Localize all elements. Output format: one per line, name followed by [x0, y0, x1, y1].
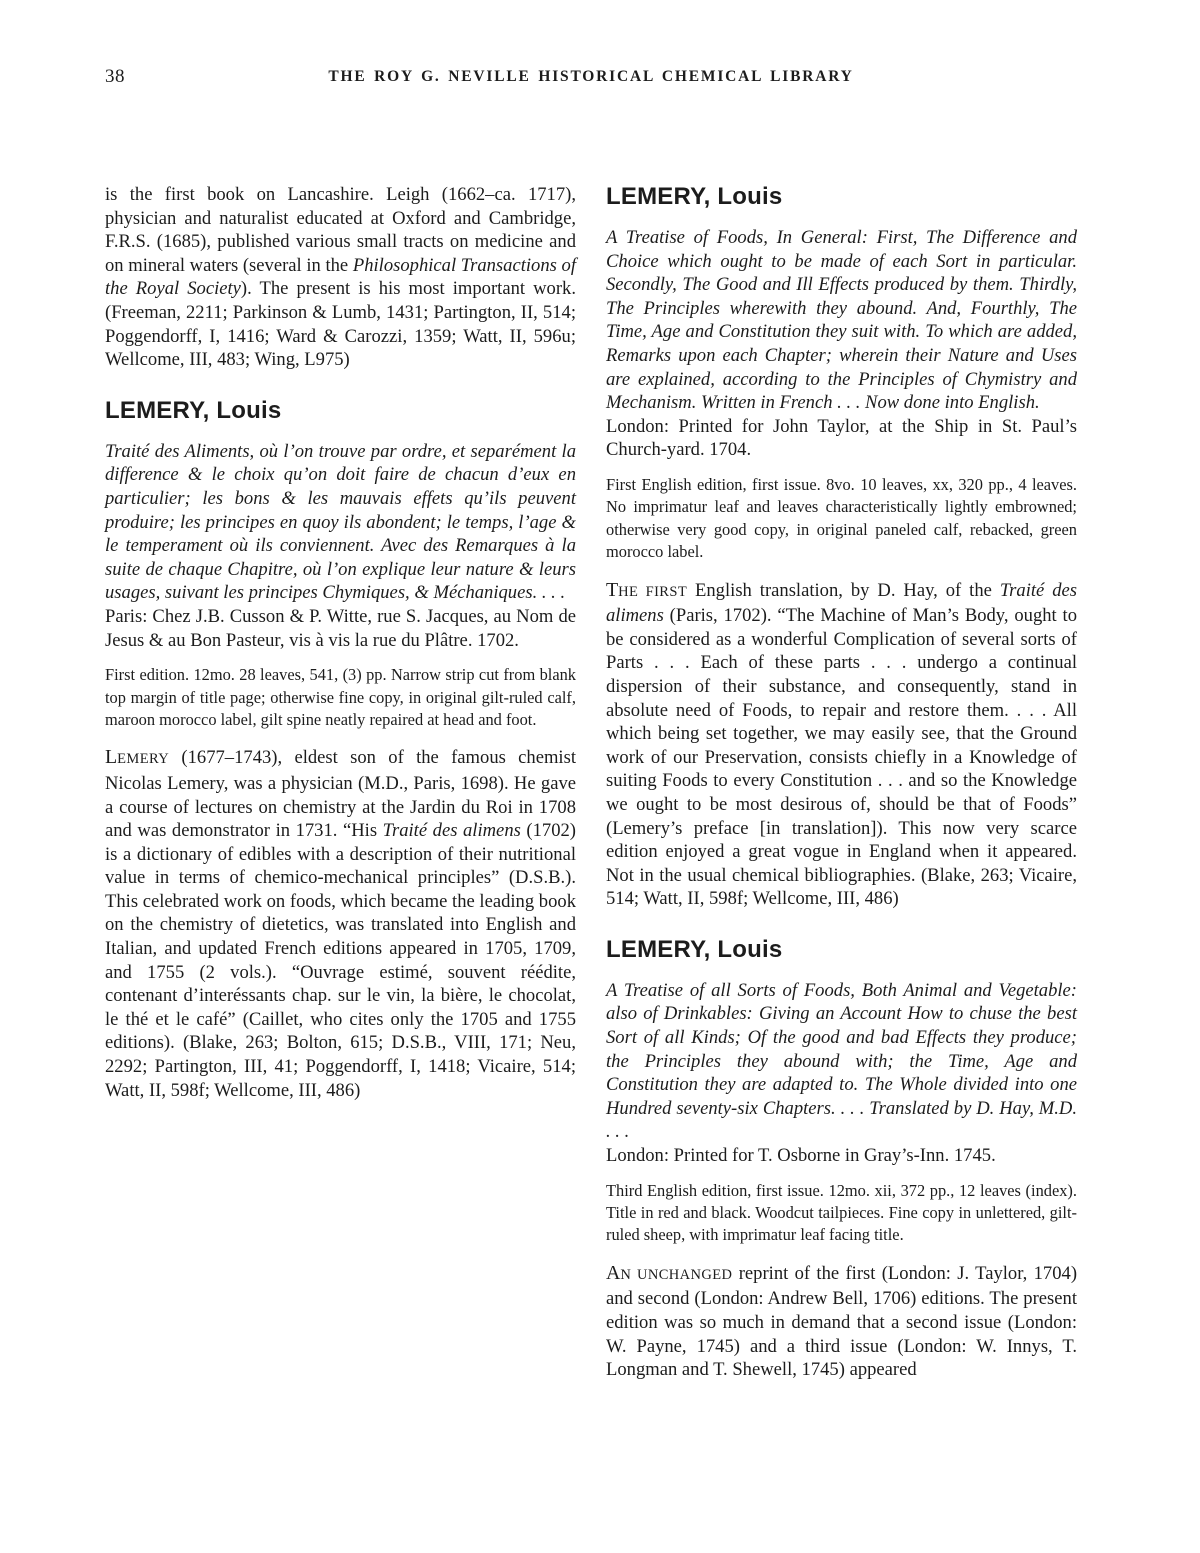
- page-header: [105, 66, 1077, 92]
- entry-note-1745: AN UNCHANGED reprint of the first (London: J. Taylor, 1704) and second (London: Andrew Bell, 1706) editions. The present edition was so much in demand that a second issue (London: W. Payne, 1745) and a third issue (London: W. Innys, T. Longman and T. Shewell, 1745) appeared: [606, 1261, 1078, 1381]
- entry-collation-1745: Third English edition, first issue. 12mo. xii, 372 pp., 12 leaves (index). Title in red and black. Woodcut tailpieces. Fine copy in unlettered, gilt-ruled sheep, with imprimatur leaf facing title.: [606, 1180, 1077, 1245]
- entry-note-1704: THE FIRST English translation, by D. Hay, of the Traité des alimens (Paris, 1702). “The Machine of Man’s Body, ought to be considered as a wonderful Complication of several sorts of Parts . . . Each of these parts . . . undergo a continual dispersion of their substance, and consequently, stand in absolute need of Foods, to repair and restore them. . . . All which being set together, we may easily see, that the Ground work of our Preservation, consists chiefly in a Knowledge of suiting Foods to every Constitution . . . and so the Knowledge we ought to be most desirous of, should be that of Foods” (Lemery’s preface [in translation]). This now very scarce edition enjoyed a great vogue in England when it appeared. Not in the usual chemical bibliographies. (Blake, 263; Vicaire, 514; Watt, II, 598f; Wellcome, III, 486): [606, 578, 1077, 910]
- entry-heading-lemery-1704: LEMERY, Louis: [606, 183, 783, 210]
- entry-heading-lemery-1745: LEMERY, Louis: [606, 935, 783, 963]
- running-title: THE ROY G. NEVILLE HISTORICAL CHEMICAL LIBRARY: [328, 68, 854, 85]
- entry-title-1704: A Treatise of Foods, In General: First, The Difference and Choice which ought to be made of each Sort in particular. Secondly, The Good and Ill Effects produced by them. Thirdly, The Principles wherewith they abound. And, Fourthly, The Time, Age and Constitution they suit with. To which are added, Remarks upon each Chapter; wherein their Nature and Uses are explained, according to the Principles of Chymistry and Mechanism. Written in French . . . Now done into English.: [606, 227, 1077, 414]
- entry-collation-1702: First edition. 12mo. 28 leaves, 541, (3) pp. Narrow strip cut from blank top margin of title page; otherwise fine copy, in original gilt-ruled calf, maroon morocco label, gilt spine neatly repaired at head and foot.: [105, 665, 576, 729]
- entry-imprint-1702: Paris: Chez J.B. Cusson & P. Witte, rue S. Jacques, au Nom de Jesus & au Bon Pasteur, vis à vis la rue du Plâtre. 1702.: [105, 605, 576, 651]
- entry-title-1702: Traité des Aliments, où l’on trouve par ordre, et separément la difference & le choix qu’on doit faire de chacun d’eux en particulier; les bons & les mauvais effets qu’ils peuvent produire; les principes en quoy ils abondent; le temps, l’age & le temperament où ils conviennent. Avec des Remarques à la suite de chaque Chapitre, où l’on explique leur nature & leurs usages, suivant les principes Chymiques, & Méchaniques. . . .: [105, 440, 576, 604]
- right-column: [606, 183, 1077, 1382]
- two-column-text-block: [105, 183, 1077, 1382]
- entry-imprint-1704: London: Printed for John Taylor, at the Ship in St. Paul’s Church-yard. 1704.: [606, 415, 1077, 461]
- entry-heading-lemery-1702: LEMERY, Louis: [105, 396, 282, 424]
- continuation-paragraph: is the first book on Lancashire. Leigh (1662–ca. 1717), physician and naturalist educated at Oxford and Cambridge, F.R.S. (1685), published various small tracts on medicine and on mineral waters (several in the Philosophical Transactions of the Royal Society). The present is his most important work. (Freeman, 2211; Parkinson & Lumb, 1431; Partington, II, 514; Poggendorff, I, 1416; Ward & Carozzi, 1359; Watt, II, 596u; Wellcome, III, 483; Wing, L975): [105, 184, 576, 371]
- page-number: 38: [105, 66, 125, 87]
- entry-imprint-1745: London: Printed for T. Osborne in Gray’s-Inn. 1745.: [606, 1145, 996, 1167]
- entry-title-1745: A Treatise of all Sorts of Foods, Both Animal and Vegetable: also of Drinkables: Giving an Account How to chuse the best Sort of all Kinds; Of the good and bad Effects they produce; the Principles they abound with; the Time, Age and Constitution they are adapted to. The Whole divided into one Hundred seventy-six Chapters. . . . Translated by D. Hay, M.D. . . .: [606, 979, 1077, 1143]
- left-column: [105, 183, 576, 1382]
- entry-note-1702: LEMERY (1677–1743), eldest son of the famous chemist Nicolas Lemery, was a physician (M.D., Paris, 1698). He gave a course of lectures on chemistry at the Jardin du Roi in 1708 and was demonstrator in 1731. “His Traité des alimens (1702) is a dictionary of edibles with a description of their nutritional value in terms of chemico-mechanical principles” (D.S.B.). This celebrated work on foods, which became the leading book on the chemistry of dietetics, was translated into English and Italian, and updated French editions appeared in 1705, 1709, and 1755 (2 vols.). “Ouvrage estimé, souvent réédite, contenant d’interéssants chap. sur le vin, la bière, le chocolat, le thé et le café” (Caillet, who cites only the 1705 and 1755 editions). (Blake, 263; Bolton, 615; D.S.B., VIII, 171; Neu, 2292; Partington, III, 41; Poggendorff, I, 1418; Vicaire, 514; Watt, II, 598f; Wellcome, III, 486): [105, 746, 576, 1101]
- entry-collation-1704: First English edition, first issue. 8vo. 10 leaves, xx, 320 pp., 4 leaves. No imprimatur leaf and leaves characteristically lightly embrowned; otherwise very good copy, in original paneled calf, rebacked, green morocco label.: [606, 474, 1077, 562]
